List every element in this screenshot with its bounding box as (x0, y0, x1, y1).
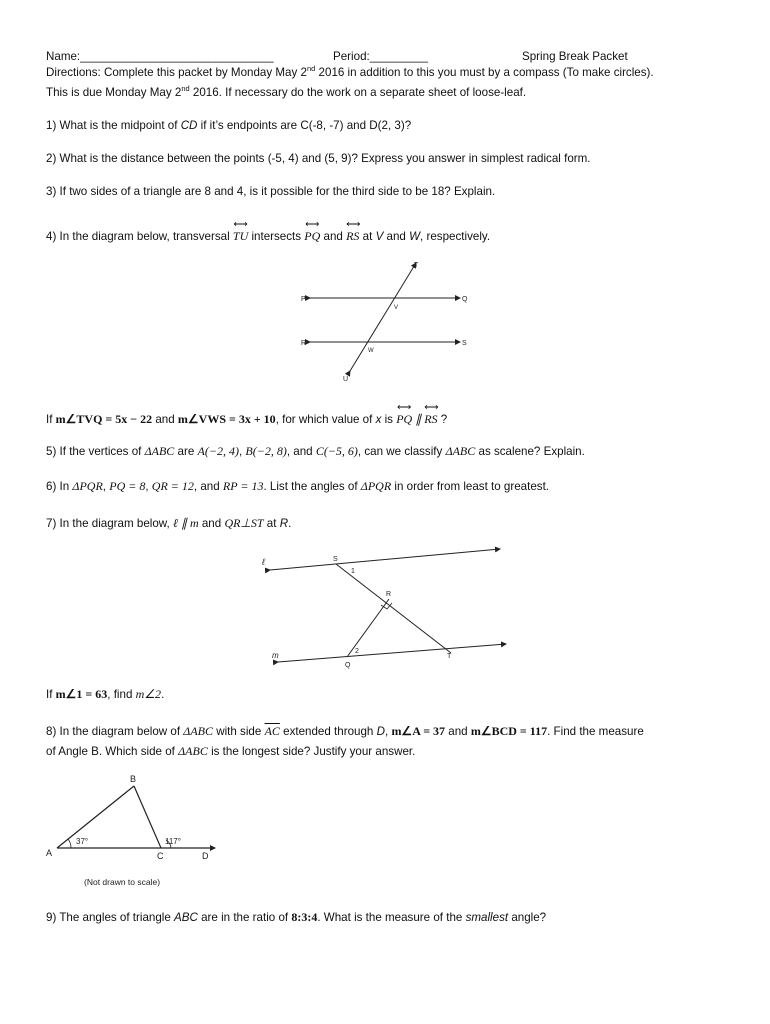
q5-triangle-2: ΔABC (445, 444, 476, 458)
q7-cond-end: . (161, 688, 165, 701)
transversal-diagram (290, 255, 480, 385)
q9-abc: ABC (174, 911, 198, 924)
label-p: P (301, 296, 306, 303)
q6-triangle-2: ΔPQR (360, 479, 392, 493)
triangle-abc-diagram (40, 770, 240, 895)
label-a: A (46, 848, 53, 858)
q7-point-r: R (279, 517, 289, 530)
label-m: m (272, 651, 279, 660)
q6-qr: QR = 12 (151, 479, 194, 493)
q9-post: . What is the measure of the (317, 911, 466, 924)
q6-triangle: ΔPQR (72, 479, 103, 493)
q4-end: , respectively. (420, 230, 491, 243)
q7-cond-mid: , find (107, 688, 136, 701)
question-7 (46, 516, 291, 531)
q8-with: with side (213, 725, 265, 738)
q4-cond-is: is (381, 413, 397, 426)
q4-cond-and: and (152, 413, 178, 426)
q4-cond-mid: , for which value of (275, 413, 376, 426)
q4-cond-parallel: ∥ (412, 412, 425, 426)
q1-pre: 1) What is the midpoint of (46, 119, 181, 132)
question-3: 3) If two sides of a triangle are 8 and 4, is it possible for the third side to be 18? Explain. (46, 185, 496, 198)
directions-line-2 (46, 86, 526, 100)
q4-point-w: W (409, 230, 421, 243)
q5-vertex-a: A(−2, 4) (197, 444, 239, 458)
q4-line-pq: ⟷ PQ (304, 227, 320, 243)
q4-cond-end: ? (437, 413, 448, 426)
segment-st (336, 564, 451, 653)
question-1 (46, 119, 411, 133)
q4-at: at (359, 230, 376, 243)
q4-pre: 4) In the diagram below, transversal (46, 230, 233, 243)
q4-mid2: and (320, 230, 347, 243)
q4-and: and (383, 230, 410, 243)
directions-text-2a: This is due Monday May 2 (46, 86, 182, 99)
q9-end: angle? (508, 911, 547, 924)
arc-angle-a (68, 839, 71, 848)
q6-rp: RP = 13 (222, 479, 264, 493)
question-6: 6) In ΔPQR, PQ = 8, QR = 12, and RP = 13. List the angles of ΔPQR in order from least to greatest. (46, 479, 550, 493)
q9-smallest: smallest (465, 911, 509, 924)
q8-comma: , (384, 725, 392, 738)
label-angle-2: 2 (355, 648, 359, 655)
label-r: R (386, 591, 392, 598)
label-l: ℓ (262, 557, 265, 567)
q1-segment: CD (180, 119, 198, 132)
q5-are: are (174, 445, 198, 458)
directions-text-1a: Directions: Complete this packet by Monday May 2 (46, 66, 307, 79)
directions-sup-2: nd (181, 84, 190, 94)
label-angle-1: 1 (351, 568, 355, 575)
period-field[interactable]: Period:_________ (333, 50, 428, 63)
q4-mid1: intersects (248, 230, 305, 243)
q8-point-d: D (376, 725, 385, 738)
q8-pre: 8) In the diagram below of (46, 725, 184, 738)
q7-at: at (263, 517, 280, 530)
q7-and: and (198, 517, 225, 530)
label-u: U (343, 376, 349, 383)
line-l (270, 549, 500, 570)
label-w: W (368, 348, 374, 354)
q8-angle-bcd: m∠BCD = 117 (470, 724, 548, 738)
question-9 (46, 910, 546, 925)
line-m (278, 644, 506, 662)
q4-line-rs: ⟷ RS (346, 227, 359, 243)
label-c: C (157, 851, 164, 861)
directions-text-1b: 2016 in addition to this you must by a compass (To make circles). (315, 66, 654, 79)
q8-triangle: ΔABC (183, 724, 213, 738)
question-8 (46, 724, 644, 739)
q7-perpendicular: QR⊥ST (224, 516, 264, 530)
q8-angle-a: m∠A = 37 (391, 724, 446, 738)
q8-post: . Find the measure (547, 725, 644, 738)
not-to-scale-note: (Not drawn to scale) (84, 877, 161, 887)
q4-cond-x: x (375, 413, 382, 426)
label-angle-117: 117° (165, 837, 181, 846)
q9-ratio: 8:3:4 (291, 910, 318, 924)
q8-ext: extended through (279, 725, 377, 738)
question-8-line-2 (46, 744, 415, 759)
label-s: S (333, 556, 338, 563)
q1-post: if it’s endpoints are C(-8, -7) and D(2, 3)? (197, 119, 412, 132)
q6-and: , and (193, 480, 223, 493)
q8-side-ac: $\overline{AC}$ (264, 724, 280, 738)
q5-vertex-b: B(−2, 8) (245, 444, 287, 458)
label-q: Q (345, 662, 351, 669)
label-t: T (447, 653, 452, 660)
directions-sup-1: nd (306, 64, 316, 74)
q8-line2-pre: of Angle B. Which side of (46, 745, 179, 758)
q5-post: as scalene? Explain. (475, 445, 585, 458)
q6-post: in order from least to greatest. (391, 480, 550, 493)
q9-mid: are in the ratio of (197, 911, 292, 924)
q9-pre: 9) The angles of triangle (46, 911, 175, 924)
packet-title: Spring Break Packet (522, 50, 628, 63)
q8-triangle-2: ΔABC (178, 744, 208, 758)
q6-mid: . List the angles of (263, 480, 361, 493)
label-r: R (301, 340, 307, 347)
segment-qr (347, 599, 389, 657)
q7-cond-b: m∠2 (135, 687, 162, 701)
directions-line-1 (46, 66, 654, 80)
q7-cond-a: m∠1 = 63 (55, 687, 108, 701)
q5-and: , and (286, 445, 316, 458)
q4-cond-rs: ⟷ RS (424, 410, 437, 426)
q6-pq: PQ = 8 (109, 479, 146, 493)
q5-vertex-c: C(−5, 6) (315, 444, 358, 458)
segment-ab (57, 786, 134, 848)
q8-line2-post: is the longest side? Justify your answer. (207, 745, 416, 758)
label-b: B (130, 774, 137, 784)
question-4-condition (46, 410, 447, 427)
q4-line-tu: ⟷ TU (233, 227, 248, 243)
q7-end: . (288, 517, 292, 530)
label-s: S (462, 340, 467, 347)
segment-bc (134, 786, 161, 848)
question-5: 5) If the vertices of ΔABC are A(−2, 4), B(−2, 8), and C(−5, 6), can we classify ΔABC as scalene? Explain. (46, 444, 585, 458)
q7-cond-if: If (46, 688, 56, 701)
q4-cond-a: m∠TVQ = 5x − 22 (55, 412, 153, 426)
label-t: T (414, 262, 419, 269)
directions-text-2b: 2016. If necessary do the work on a separate sheet of loose-leaf. (189, 86, 527, 99)
q4-cond-b: m∠VWS = 3x + 10 (177, 412, 276, 426)
q5-mid: , can we classify (357, 445, 446, 458)
q4-cond-if: If (46, 413, 56, 426)
q7-parallel: ℓ ∥ m (172, 516, 199, 530)
q5-triangle: ΔABC (144, 444, 175, 458)
label-angle-37: 37° (76, 837, 89, 846)
q5-pre: 5) If the vertices of (46, 445, 145, 458)
question-4 (46, 227, 490, 244)
label-v: V (394, 305, 399, 311)
question-7-condition (46, 687, 164, 702)
label-q: Q (462, 296, 468, 303)
question-2: 2) What is the distance between the points (-5, 4) and (5, 9)? Express you answer in simplest radical form. (46, 152, 591, 165)
q6-pre: 6) In (46, 480, 73, 493)
label-d: D (202, 851, 209, 861)
q7-pre: 7) In the diagram below, (46, 517, 173, 530)
q4-cond-pq: ⟷ PQ (396, 410, 412, 426)
q8-and: and (445, 725, 471, 738)
line-tu (350, 263, 416, 371)
name-field[interactable]: Name:______________________________ (46, 50, 274, 63)
parallel-lines-diagram (258, 540, 518, 670)
q4-point-v: V (375, 230, 384, 243)
